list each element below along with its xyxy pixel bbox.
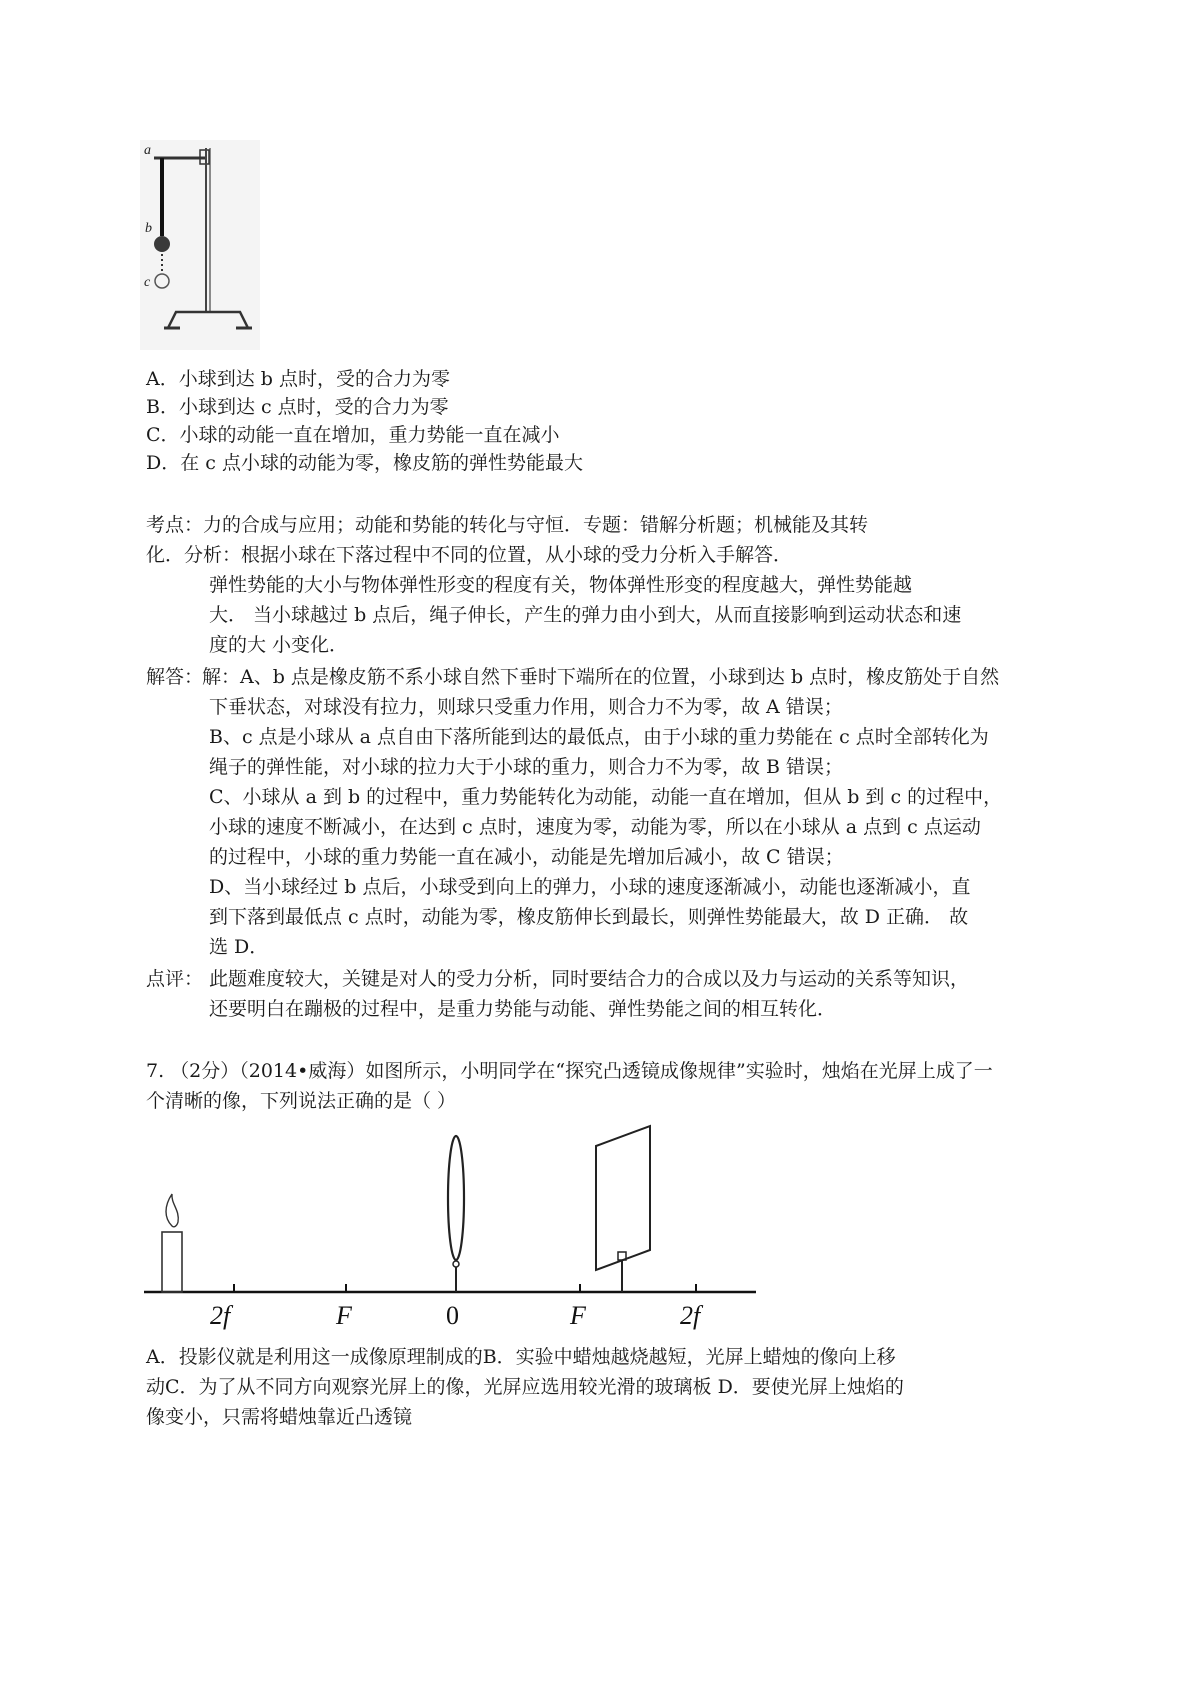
comment-line-2: 还要明白在蹦极的过程中，是重力势能与动能、弹性势能之间的相互转化． [209, 998, 837, 1020]
answer-line-10: 选 D． [209, 936, 269, 958]
label-a: a [144, 143, 151, 158]
answer-label: 解答： [146, 666, 204, 688]
q7-stem-line-2: 个清晰的像，下列说法正确的是（ ） [146, 1090, 457, 1112]
q6-option-d: D．在 c 点小球的动能为零，橡皮筋的弹性势能最大 [146, 452, 583, 474]
label-2f-left: 2f [210, 1301, 231, 1330]
comment-line-1: 此题难度较大，关键是对人的受力分析，同时要结合力的合成以及力与运动的关系等知识， [209, 968, 970, 990]
answer-line-9: 到下落到最低点 c 点时，动能为零，橡皮筋伸长到最长，则弹性势能最大，故 D 正确． 故 [209, 906, 969, 928]
rubber-band-stand-figure [140, 140, 260, 350]
label-c: c [144, 275, 151, 290]
answer-line-4: 绳子的弹性能，对小球的拉力大于小球的重力，则合力不为零，故 B 错误； [209, 756, 844, 778]
answer-line-3: B、c 点是小球从 a 点自由下落所能到达的最低点，由于小球的重力势能在 c 点时全部转化为 [209, 726, 989, 748]
answer-line-7: 的过程中，小球的重力势能一直在减小，动能是先增加后减小，故 C 错误； [209, 846, 844, 868]
answer-line-8: D、当小球经过 b 点后，小球受到向上的弹力，小球的速度逐渐减小，动能也逐渐减小，直 [209, 876, 971, 898]
comment-label: 点评： [146, 968, 204, 990]
q7-stem-line-1: 7. （2分）（2014•威海）如图所示，小明同学在“探究凸透镜成像规律”实验时，烛焰在光屏上成了一 [146, 1060, 993, 1082]
q7-options-line-3: 像变小，只需将蜡烛靠近凸透镜 [146, 1406, 413, 1428]
convex-lens-experiment-figure [140, 1118, 760, 1336]
label-f-left: F [336, 1301, 352, 1330]
analysis-line-3: 度的大 小变化． [209, 634, 349, 656]
label-2f-right: 2f [680, 1301, 701, 1330]
q6-option-a: A．小球到达 b 点时，受的合力为零 [146, 368, 450, 390]
answer-line-1: 解：A、b 点是橡皮筋不系小球自然下垂时下端所在的位置，小球到达 b 点时，橡皮筋处于自然 [202, 666, 1000, 688]
q7-options-line-1: A．投影仪就是利用这一成像原理制成的B．实验中蜡烛越烧越短，光屏上蜡烛的像向上移 [146, 1346, 896, 1368]
q6-option-b: B．小球到达 c 点时，受的合力为零 [146, 396, 449, 418]
answer-line-6: 小球的速度不断减小，在达到 c 点时，速度为零，动能为零，所以在小球从 a 点到 c 点运动 [209, 816, 981, 838]
kaodian-line-2: 化．分析：根据小球在下落过程中不同的位置，从小球的受力分析入手解答． [146, 544, 793, 566]
label-zero: 0 [446, 1301, 459, 1330]
answer-line-2: 下垂状态，对球没有拉力，则球只受重力作用，则合力不为零，故 A 错误； [209, 696, 843, 718]
analysis-line-1: 弹性势能的大小与物体弹性形变的程度有关，物体弹性形变的程度越大，弹性势能越 [209, 574, 913, 596]
label-f-right: F [570, 1301, 586, 1330]
answer-line-5: C、小球从 a 到 b 的过程中，重力势能转化为动能，动能一直在增加，但从 b 到 c 的过程中， [209, 786, 1003, 808]
q7-options-line-2: 动C．为了从不同方向观察光屏上的像，光屏应选用较光滑的玻璃板 D．要使光屏上烛焰的 [146, 1376, 904, 1398]
kaodian-line-1: 考点：力的合成与应用；动能和势能的转化与守恒．专题：错解分析题；机械能及其转 [146, 514, 869, 536]
q6-option-c: C．小球的动能一直在增加，重力势能一直在减小 [146, 424, 560, 446]
analysis-line-2: 大． 当小球越过 b 点后，绳子伸长，产生的弹力由小到大，从而直接影响到运动状态和速 [209, 604, 962, 626]
label-b: b [145, 221, 152, 236]
